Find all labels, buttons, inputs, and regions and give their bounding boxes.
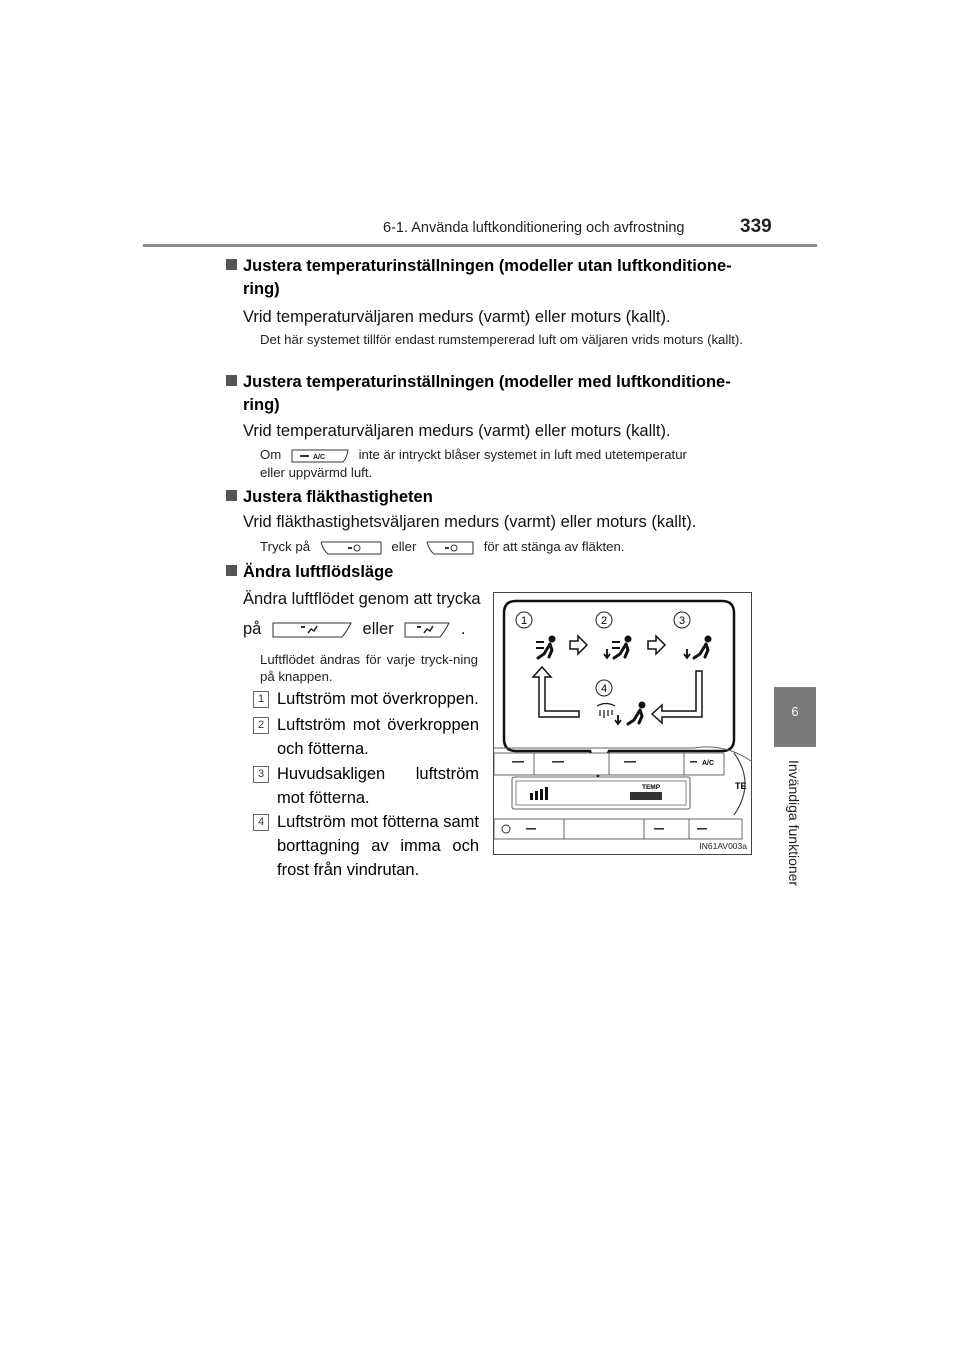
chapter-tab-label-wrap — [782, 760, 806, 900]
list-item — [253, 810, 479, 880]
section-heading-airflow: Ändra luftflödsläge — [226, 560, 393, 584]
figure-code: IN61AV003a — [699, 841, 747, 851]
section-bullet-icon — [226, 490, 237, 501]
item-text: Luftström mot överkroppen. — [277, 690, 479, 708]
page-number: 339 — [740, 216, 772, 237]
section-heading-temp-no-ac: Justera temperaturinställningen (modeller utan luftkonditione- — [226, 254, 746, 278]
section-heading-temp-no-ac-line2: ring) — [243, 280, 280, 298]
svg-text:TEMP: TEMP — [642, 784, 661, 791]
section-bullet-icon — [226, 259, 237, 270]
section-body-temp-ac: Vrid temperaturväljaren medurs (varmt) eller moturs (kallt). — [243, 422, 671, 440]
climate-panel-illustration — [494, 593, 751, 854]
svg-text:4: 4 — [600, 683, 608, 695]
chapter-tab — [774, 687, 816, 747]
section-body-airflow-line1: Ändra luftflödet genom att trycka — [243, 590, 481, 608]
item-number: 1 — [253, 691, 269, 708]
list-item — [253, 687, 479, 713]
svg-text:2: 2 — [600, 615, 608, 627]
callout-4 — [596, 680, 612, 696]
section-body-temp-no-ac: Vrid temperaturväljaren medurs (varmt) eller moturs (kallt). — [243, 308, 671, 326]
item-number: 4 — [253, 814, 269, 831]
item-number: 3 — [253, 766, 269, 783]
callout-3 — [674, 612, 690, 628]
section-heading-fan: Justera fläkthastigheten — [226, 485, 433, 509]
airflow-mode-button-icon — [272, 621, 352, 639]
section-heading-temp-ac-line2: ring) — [243, 396, 280, 414]
section-note-temp-ac: Om A/C inte är intryckt blåser systemet in luft med utetemperatur eller uppvärmd luft. — [260, 447, 687, 480]
chapter-tab-label: Invändiga funktioner — [786, 760, 802, 887]
header-rule — [143, 244, 817, 247]
fan-down-button-icon — [320, 540, 382, 556]
item-text: Huvudsakligen luftström mot fötterna. — [277, 765, 479, 807]
climate-panel-figure — [493, 592, 752, 855]
control-panel — [494, 747, 751, 839]
list-item — [253, 762, 479, 812]
section-note-airflow: Luftflödet ändras för varje tryck-ning på knappen. — [260, 652, 478, 684]
svg-text:TE: TE — [735, 781, 747, 791]
list-item — [253, 713, 479, 763]
svg-text:A/C: A/C — [312, 453, 325, 461]
chapter-tab-number: 6 — [791, 704, 799, 719]
chapter-title: 6-1. Använda luftkonditionering och avfrostning — [383, 220, 685, 236]
section-body-airflow-line2: på eller . — [243, 620, 466, 638]
fan-up-button-icon — [426, 540, 474, 556]
item-text: Luftström mot fötterna samt borttagning av imma och frost från vindrutan. — [277, 813, 479, 879]
ac-button-icon — [291, 448, 349, 464]
item-number: 2 — [253, 717, 269, 734]
section-heading-temp-ac: Justera temperaturinställningen (modeller med luftkonditione- — [226, 370, 746, 394]
section-note-fan: Tryck på eller för att stänga av fläkten. — [260, 539, 625, 554]
callout-1 — [516, 612, 532, 628]
item-text: Luftström mot överkroppen och fötterna. — [277, 716, 479, 758]
callout-2 — [596, 612, 612, 628]
svg-text:1: 1 — [520, 615, 528, 627]
airflow-mode-button-alt-icon — [404, 621, 450, 639]
svg-text:A/C: A/C — [702, 760, 715, 767]
section-body-fan: Vrid fläkthastighetsväljaren medurs (varmt) eller moturs (kallt). — [243, 513, 697, 531]
section-bullet-icon — [226, 375, 237, 386]
svg-text:3: 3 — [678, 615, 686, 627]
section-bullet-icon — [226, 565, 237, 576]
section-note-temp-no-ac: Det här systemet tillför endast rumstempererad luft om väljaren vrids moturs (kallt). — [260, 332, 743, 347]
